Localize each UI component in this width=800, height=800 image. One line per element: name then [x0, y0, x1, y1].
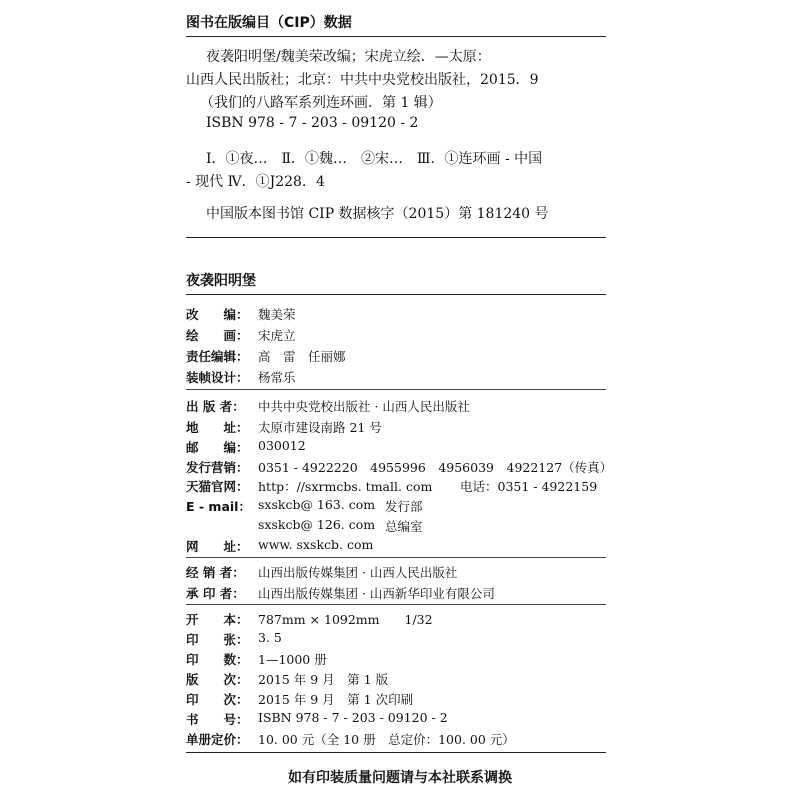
spec-value-impression: 2015 年 9 月 第 1 次印刷	[258, 692, 414, 707]
website-label: 网 址：	[186, 539, 249, 554]
cip-line-record-number: 中国版本图书馆 CIP 数据核字（2015）第 181240 号	[206, 206, 549, 222]
publisher-rule	[186, 557, 606, 558]
specs-rule	[186, 752, 606, 753]
tmall-label: 天猫官网：	[186, 479, 249, 494]
address-label: 地 址：	[186, 420, 249, 435]
credit-label-editor: 责任编辑：	[186, 349, 249, 364]
spec-label-isbn: 书 号：	[186, 712, 249, 727]
sales-value: 0351 - 4922220 4955996 4956039 4922127（传真）	[258, 460, 613, 475]
email-value-1: sxskcb@ 163. com	[258, 497, 376, 512]
spec-value-sheets: 3. 5	[258, 630, 282, 645]
spec-label-print-run: 印 数：	[186, 652, 249, 667]
credits-rule	[186, 389, 606, 390]
spec-value-price: 10. 00 元（全 10 册 总定价：100. 00 元）	[258, 732, 515, 747]
email-dept-1: 发行部	[385, 499, 423, 514]
cip-line-3: （我们的八路军系列连环画．第 1 辑）	[200, 95, 442, 111]
sales-label: 发行营销：	[186, 460, 249, 475]
spec-value-isbn: ISBN 978 - 7 - 203 - 09120 - 2	[258, 710, 448, 725]
spec-label-format: 开 本：	[186, 612, 249, 627]
credit-value-editor: 高 雷 任丽娜	[258, 349, 346, 364]
credit-label-illustrator: 绘 画：	[186, 328, 249, 343]
cip-line-isbn: ISBN 978 - 7 - 203 - 09120 - 2	[206, 115, 419, 131]
title-rule	[186, 294, 606, 295]
postcode-value: 030012	[258, 438, 306, 453]
tmall-phone: 电话：0351 - 4922159	[460, 479, 598, 494]
cip-line-2: 山西人民出版社；北京：中共中央党校出版社，2015．9	[186, 72, 539, 88]
cip-title: 图书在版编目（CIP）数据	[186, 15, 352, 31]
email-value-2: sxskcb@ 126. com	[258, 517, 376, 532]
email-label: E - mail：	[186, 499, 251, 514]
tmall-value: http：//sxrmcbs. tmall. com	[258, 479, 433, 494]
credit-value-illustrator: 宋虎立	[258, 328, 296, 343]
spec-value-print-run: 1—1000 册	[258, 652, 327, 667]
printer-label: 承 印 者：	[186, 586, 245, 601]
spec-label-sheets: 印 张：	[186, 632, 249, 647]
email-dept-2: 总编室	[385, 519, 423, 534]
cip-line-classification-1: Ⅰ．①夜… Ⅱ．①魏… ②宋… Ⅲ．①连环画 - 中国	[206, 151, 543, 167]
address-value: 太原市建设南路 21 号	[258, 420, 382, 435]
book-title: 夜袭阳明堡	[186, 273, 256, 289]
credit-value-designer: 杨常乐	[258, 370, 296, 385]
credit-label-designer: 装帧设计：	[186, 370, 249, 385]
cip-line-classification-2: - 现代 Ⅳ．①J228．4	[186, 174, 325, 190]
spec-value-format: 787mm × 1092mm 1/32	[258, 612, 433, 627]
quality-notice: 如有印装质量问题请与本社联系调换	[288, 770, 512, 786]
cip-bottom-rule	[186, 237, 606, 238]
distributor-value: 山西出版传媒集团 · 山西人民出版社	[258, 565, 458, 580]
credit-value-adapter: 魏美荣	[258, 307, 296, 322]
printer-value: 山西出版传媒集团 · 山西新华印业有限公司	[258, 586, 495, 601]
spec-label-impression: 印 次：	[186, 692, 249, 707]
website-value: www. sxskcb. com	[258, 537, 374, 552]
credit-label-adapter: 改 编：	[186, 307, 249, 322]
publisher-value: 中共中央党校出版社 · 山西人民出版社	[258, 399, 470, 414]
distribution-rule	[186, 604, 606, 605]
postcode-label: 邮 编：	[186, 440, 249, 455]
spec-label-price: 单册定价：	[186, 732, 249, 747]
spec-label-edition: 版 次：	[186, 672, 249, 687]
cip-line-1: 夜袭阳明堡/魏美荣改编；宋虎立绘．—太原：	[206, 49, 491, 65]
publisher-label: 出 版 者：	[186, 399, 245, 414]
distributor-label: 经 销 者：	[186, 565, 245, 580]
spec-value-edition: 2015 年 9 月 第 1 版	[258, 672, 389, 687]
cip-top-rule	[186, 36, 606, 37]
